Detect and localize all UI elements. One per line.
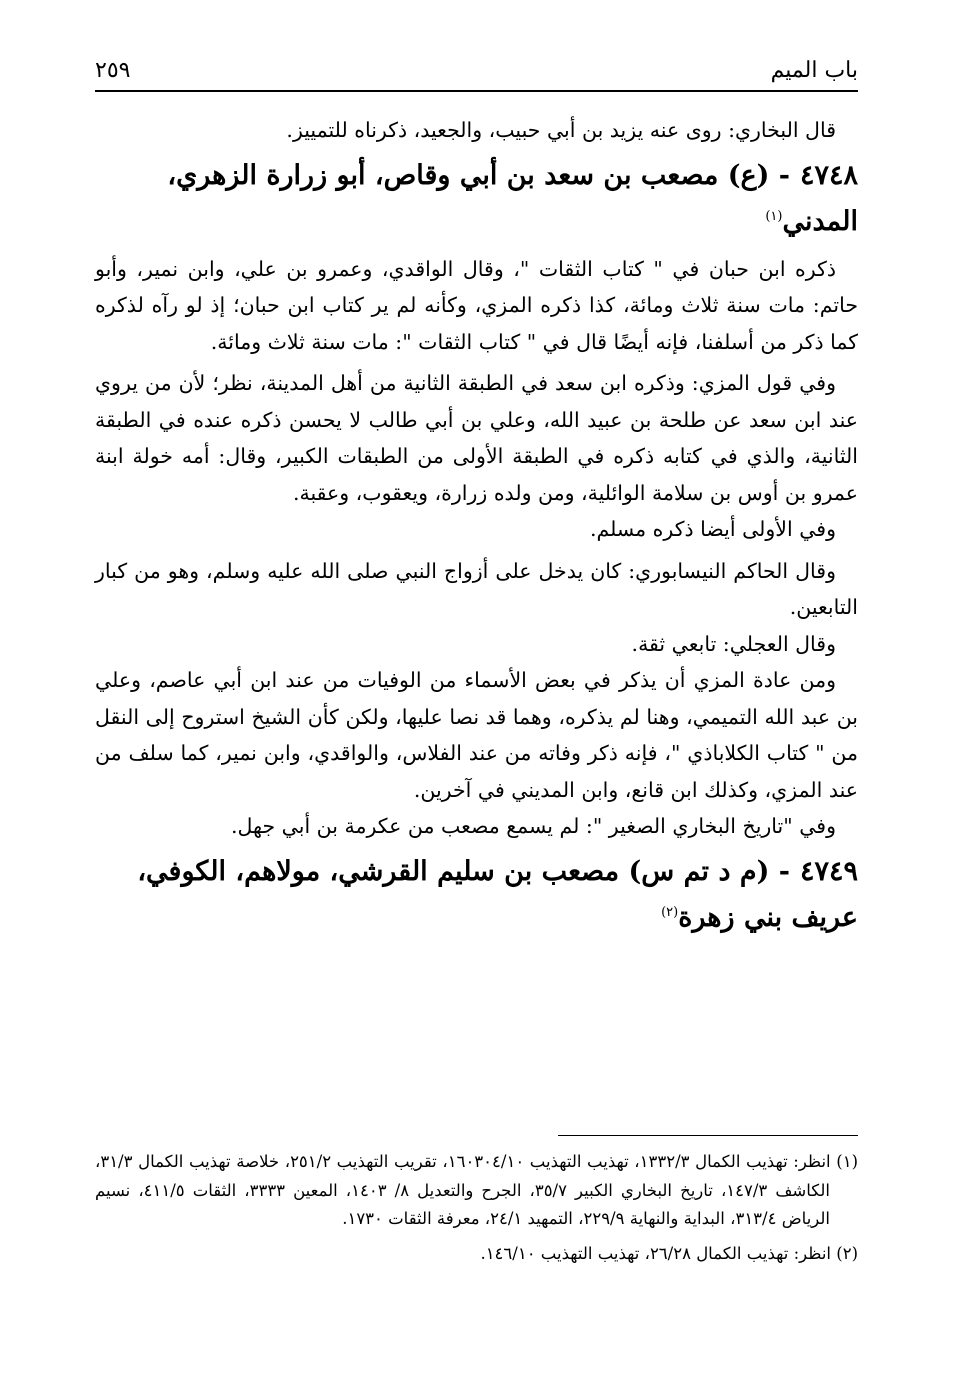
paragraph: وفي قول المزي: وذكره ابن سعد في الطبقة الثانية من أهل المدينة، نظر؛ لأن من يروي عند ابن سعد عن طلحة بن عبيد الله، وعلي بن أبي طالب لا يحسن ذكره عنده في الطبقة الثانية، والذي في كتابه ذكره في الطبقة الأولى من الطبقات الكبير، وقال: أمه خولة ابنة عمرو بن أوس بن سلامة الوائلية، ومن ولده زرارة، ويعقوب، وعقبة. (95, 371, 858, 505)
entry-heading-line (95, 199, 858, 245)
entry-number: ٤٧٤٨ (799, 159, 858, 191)
entry-4749-heading (95, 849, 858, 941)
footnote-rule (558, 1135, 858, 1136)
paragraph: ومن عادة المزي أن يذكر في بعض الأسماء من الوفيات من عند ابن أبي عاصم، وعلي بن عبد الله التميمي، وهنا لم يذكره، وهما قد نصا عليها، ولكن كأن الشيخ استروح إلى النقل من " كتاب الكلاباذي "، فإنه ذكر وفاته من عند الفلاس، والواقدي، وابن نمير، كما سلف من عند المزي، وكذلك ابن قانع، وابن المديني في آخرين. (95, 668, 858, 802)
paragraph: وقال الحاكم النيسابوري: كان يدخل على أزواج النبي صلى الله عليه وسلم، وهو من كبار التابعين. (95, 558, 858, 619)
paragraph: وفي "تاريخ البخاري الصغير ": لم يسمع مصعب من عكرمة بن أبي جهل. (230, 814, 836, 838)
footnote-2: (٢) انظر: تهذيب الكمال ٢٦/٢٨، تهذيب التهذيب ١٤٦/١٠. (480, 1243, 858, 1263)
entry-4748-heading (95, 153, 858, 245)
footnote-marker: (١) (765, 208, 783, 224)
paragraph: ذكره ابن حبان في " كتاب الثقات "، وقال الواقدي، وعمرو بن علي، وابن نمير، وأبو حاتم: مات سنة ثلاث ومائة، كذا ذكره المزي، وكأنه لم ير كتاب ابن حبان؛ إذ لو رآه لذكره كما ذكر من أسلفنا، فإنه أيضًا قال في " كتاب الثقات ": مات سنة ثلاث ومائة. (95, 256, 858, 354)
header-rule (95, 90, 858, 92)
entry-heading-line (95, 895, 858, 941)
entry-title: - (م د تم س) مصعب بن سليم القرشي، مولاهم، الكوفي، (137, 855, 790, 887)
footnotes (95, 1148, 858, 1268)
page-number: ٢٥٩ (95, 58, 131, 83)
chapter-title: باب الميم (770, 58, 858, 83)
entry-nisba: عريف بني زهرة (678, 901, 858, 933)
paragraph: وقال العجلي: تابعي ثقة. (631, 631, 836, 656)
footnote-1: (١) انظر: تهذيب الكمال ١٣٣٢/٣، تهذيب التهذيب ١٦٠٣٠٤/١٠، تقريب التهذيب ٢٥١/٢، خلاصة تهذيب الكمال ٣١/٣، الكاشف ١٤٧/٣، تاريخ البخاري الكبير ٣٥/٧، الجرح والتعديل ٨/ ١٤٠٣، المعين ٣٣٣٣، الثقات ٤١١/٥، نسيم الرياض ٣١٣/٤، البداية والنهاية ٢٢٩/٩، التمهيد ٢٤/١، معرفة الثقات ١٧٣٠. (95, 1152, 858, 1228)
footnote-marker: (٢) (661, 904, 679, 920)
entry-heading-line (95, 849, 858, 895)
intro-paragraph: قال البخاري: روى عنه يزيد بن أبي حبيب، والجعيد، ذكرناه للتمييز. (286, 118, 836, 142)
paragraph: وفي الأولى أيضا ذكره مسلم. (589, 517, 836, 541)
running-header (95, 52, 858, 92)
main-text (95, 112, 858, 947)
entry-title: - (ع) مصعب بن سعد بن أبي وقاص، أبو زرارة الزهري، (167, 159, 790, 191)
entry-nisba: المدني (782, 205, 858, 237)
entry-number: ٤٧٤٩ (799, 855, 858, 887)
entry-heading-line (95, 153, 858, 199)
